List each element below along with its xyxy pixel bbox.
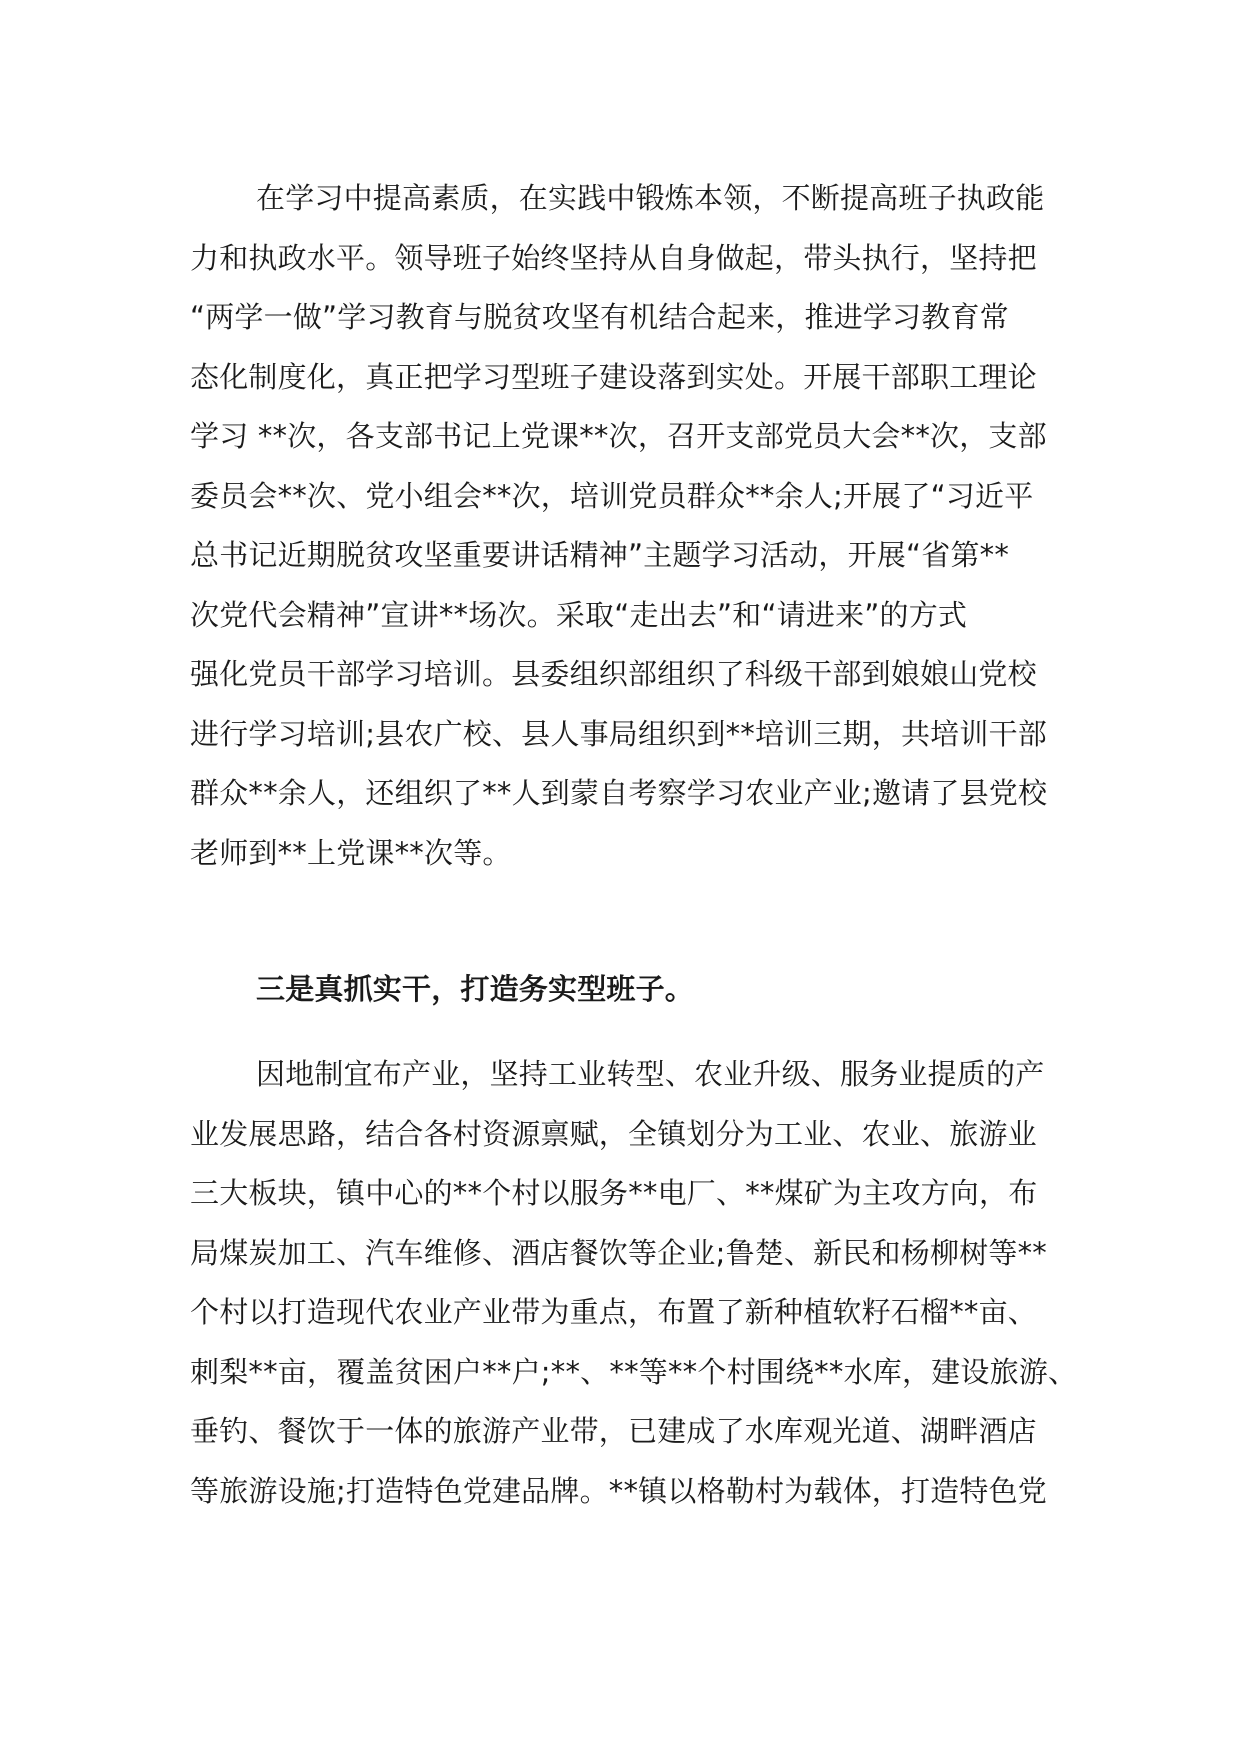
- paragraph-line: 在学习中提高素质，在实践中锻炼本领，不断提高班子执政能: [256, 181, 1045, 215]
- section-heading-block: [190, 960, 1070, 1020]
- paragraph-line: 因地制宜布产业，坚持工业转型、农业升级、服务业提质的产: [256, 1057, 1045, 1091]
- paragraph-line: 学习 **次，各支部书记上党课**次，召开支部党员大会**次，支部: [190, 419, 1047, 453]
- paragraph-industry: [190, 1045, 1078, 1521]
- paragraph-line: 力和执政水平。领导班子始终坚持从自身做起，带头执行，坚持把: [190, 240, 1037, 275]
- section-heading: 三是真抓实干，打造务实型班子。: [256, 972, 695, 1006]
- paragraph-line: 刺梨**亩，覆盖贫困户**户;**、**等**个村围绕**水库，建设旅游、: [190, 1354, 1078, 1389]
- paragraph-line: 总书记近期脱贫攻坚重要讲话精神”主题学习活动，开展“省第**: [190, 538, 1010, 572]
- paragraph-line: 群众**余人，还组织了**人到蒙自考察学习农业产业;邀请了县党校: [190, 776, 1048, 810]
- paragraph-line: 局煤炭加工、汽车维修、酒店餐饮等企业;鲁楚、新民和杨柳树等**: [190, 1235, 1047, 1270]
- paragraph-line: “两学一做”学习教育与脱贫攻坚有机结合起来，推进学习教育常: [190, 300, 1009, 334]
- paragraph-line: 业发展思路，结合各村资源禀赋，全镇划分为工业、农业、旅游业: [190, 1116, 1037, 1151]
- paragraph-line: 三大板块，镇中心的**个村以服务**电厂、**煤矿为主攻方向，布: [190, 1176, 1038, 1210]
- paragraph-line: 强化党员干部学习培训。县委组织部组织了科级干部到娘娘山党校: [190, 657, 1037, 691]
- paragraph-line: 等旅游设施;打造特色党建品牌。**镇以格勒村为载体，打造特色党: [190, 1473, 1047, 1508]
- paragraph-line: 老师到**上党课**次等。: [190, 835, 512, 870]
- paragraph-line: 进行学习培训;县农广校、县人事局组织到**培训三期，共培训干部: [190, 716, 1047, 751]
- paragraph-line: 次党代会精神”宣讲**场次。采取“走出去”和“请进来”的方式: [190, 597, 968, 632]
- paragraph-line: 个村以打造现代农业产业带为重点，布置了新种植软籽石榴**亩、: [190, 1295, 1038, 1329]
- paragraph-line: 委员会**次、党小组会**次，培训党员群众**余人;开展了“习近平: [190, 478, 1034, 513]
- paragraph-study: [190, 169, 1070, 883]
- paragraph-line: 态化制度化，真正把学习型班子建设落到实处。开展干部职工理论: [190, 359, 1037, 394]
- paragraph-line: 垂钓、餐饮于一体的旅游产业带，已建成了水库观光道、湖畔酒店: [190, 1414, 1037, 1448]
